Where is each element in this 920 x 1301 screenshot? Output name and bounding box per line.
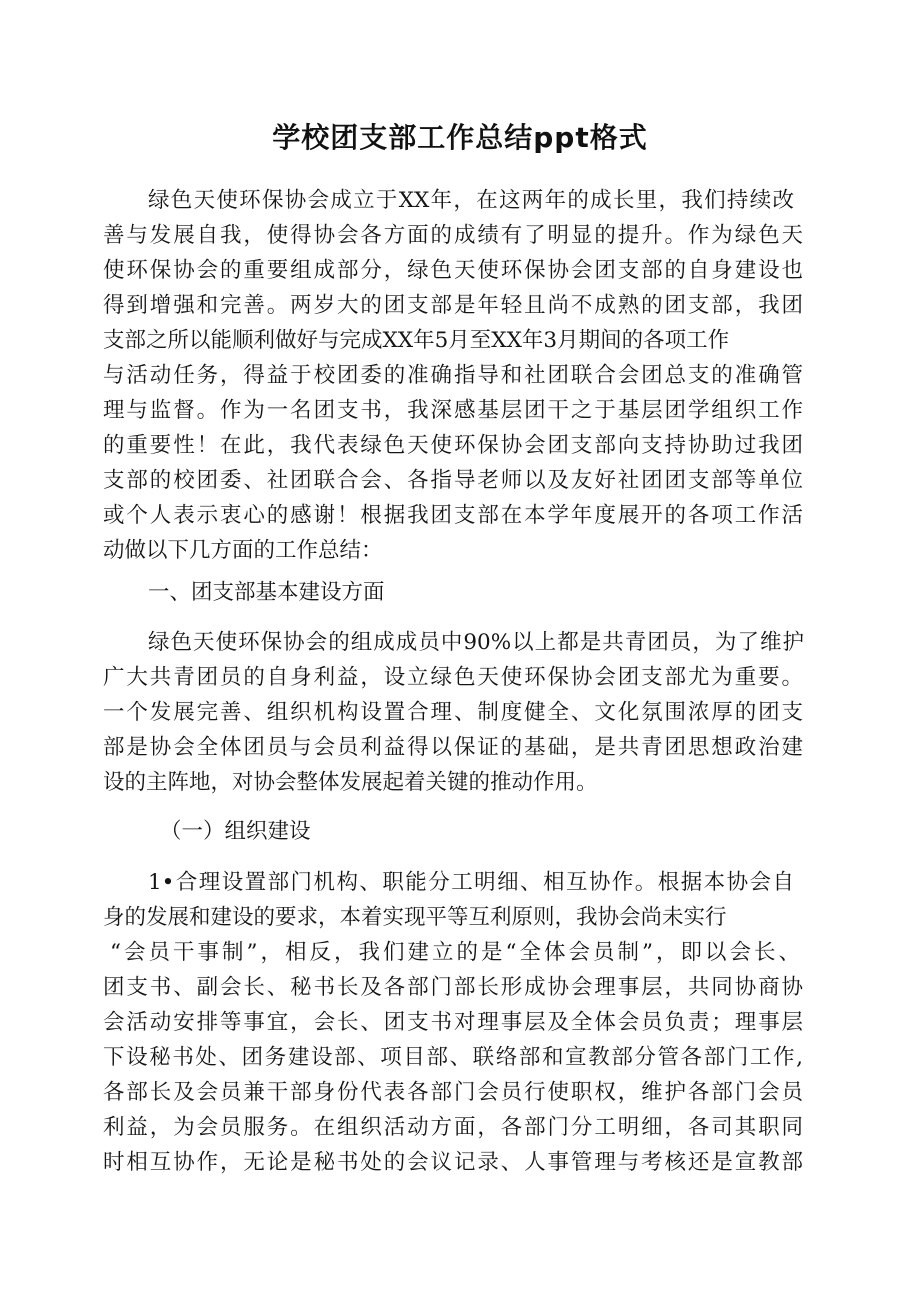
section-line: 广大共青团员的自身利益，设立绿色天使环保协会团支部尤为重要。: [103, 665, 803, 690]
document-title: 学校团支部工作总结ppt格式: [272, 121, 648, 154]
section-line: 部是协会全体团员与会员利益得以保证的基础，是共青团思想政治建: [103, 735, 803, 760]
subsection-heading: （一）组织建设: [160, 819, 311, 844]
intro-line: 支部之所以能顺利做好与完成XX年5月至XX年3月期间的各项工作: [103, 328, 730, 353]
intro-line: 与活动任务，得益于校团委的准确指导和社团联合会团总支的准确管: [103, 363, 803, 388]
intro-line: 支部的校团委、社团联合会、各指导老师以及友好社团团支部等单位: [103, 468, 803, 493]
intro-line: 善与发展自我，使得协会各方面的成绩有了明显的提升。作为绿色天: [103, 223, 803, 248]
intro-line: 使环保协会的重要组成部分，绿色天使环保协会团支部的自身建设也: [103, 258, 803, 283]
intro-line: 绿色天使环保协会成立于XX年，在这两年的成长里，我们持续改: [148, 188, 794, 213]
subsection-line: 时相互协作，无论是秘书处的会议记录、人事管理与考核还是宣教部: [103, 1150, 803, 1175]
subsection-line: 身的发展和建设的要求，本着实现平等互利原则，我协会尚未实行: [103, 905, 727, 930]
section-heading: 一、团支部基本建设方面: [148, 580, 385, 605]
subsection-line: 1•合理设置部门机构、职能分工明细、相互协作。根据本协会自: [148, 870, 794, 895]
subsection-line: “会员干事制”，相反，我们建立的是“全体会员制”，即以会长、: [110, 940, 800, 965]
intro-line: 或个人表示衷心的感谢！根据我团支部在本学年度展开的各项工作活: [103, 503, 803, 528]
subsection-line: 会活动安排等事宜，会长、团支书对理事层及全体会员负责；理事层: [103, 1010, 803, 1035]
section-line: 设的主阵地，对协会整体发展起着关键的推动作用。: [103, 770, 598, 795]
intro-line: 得到增强和完善。两岁大的团支部是年轻且尚不成熟的团支部，我团: [103, 293, 803, 318]
section-line: 一个发展完善、组织机构设置合理、制度健全、文化氛围浓厚的团支: [103, 700, 803, 725]
subsection-line: 下设秘书处、团务建设部、项目部、联络部和宣教部分管各部门工作,: [103, 1045, 803, 1070]
section-line: 绿色天使环保协会的组成成员中90%以上都是共青团员，为了维护: [148, 630, 804, 655]
subsection-line: 团支书、副会长、秘书长及各部门部长形成协会理事层，共同协商协: [103, 975, 803, 1000]
subsection-line: 利益，为会员服务。在组织活动方面，各部门分工明细，各司其职同: [103, 1115, 803, 1140]
subsection-line: 各部长及会员兼干部身份代表各部门会员行使职权，维护各部门会员: [103, 1080, 803, 1105]
intro-line: 理与监督。作为一名团支书，我深感基层团干之于基层团学组织工作: [103, 398, 803, 423]
intro-line: 动做以下几方面的工作总结：: [103, 538, 383, 563]
intro-line: 的重要性！在此，我代表绿色天使环保协会团支部向支持协助过我团: [103, 433, 803, 458]
